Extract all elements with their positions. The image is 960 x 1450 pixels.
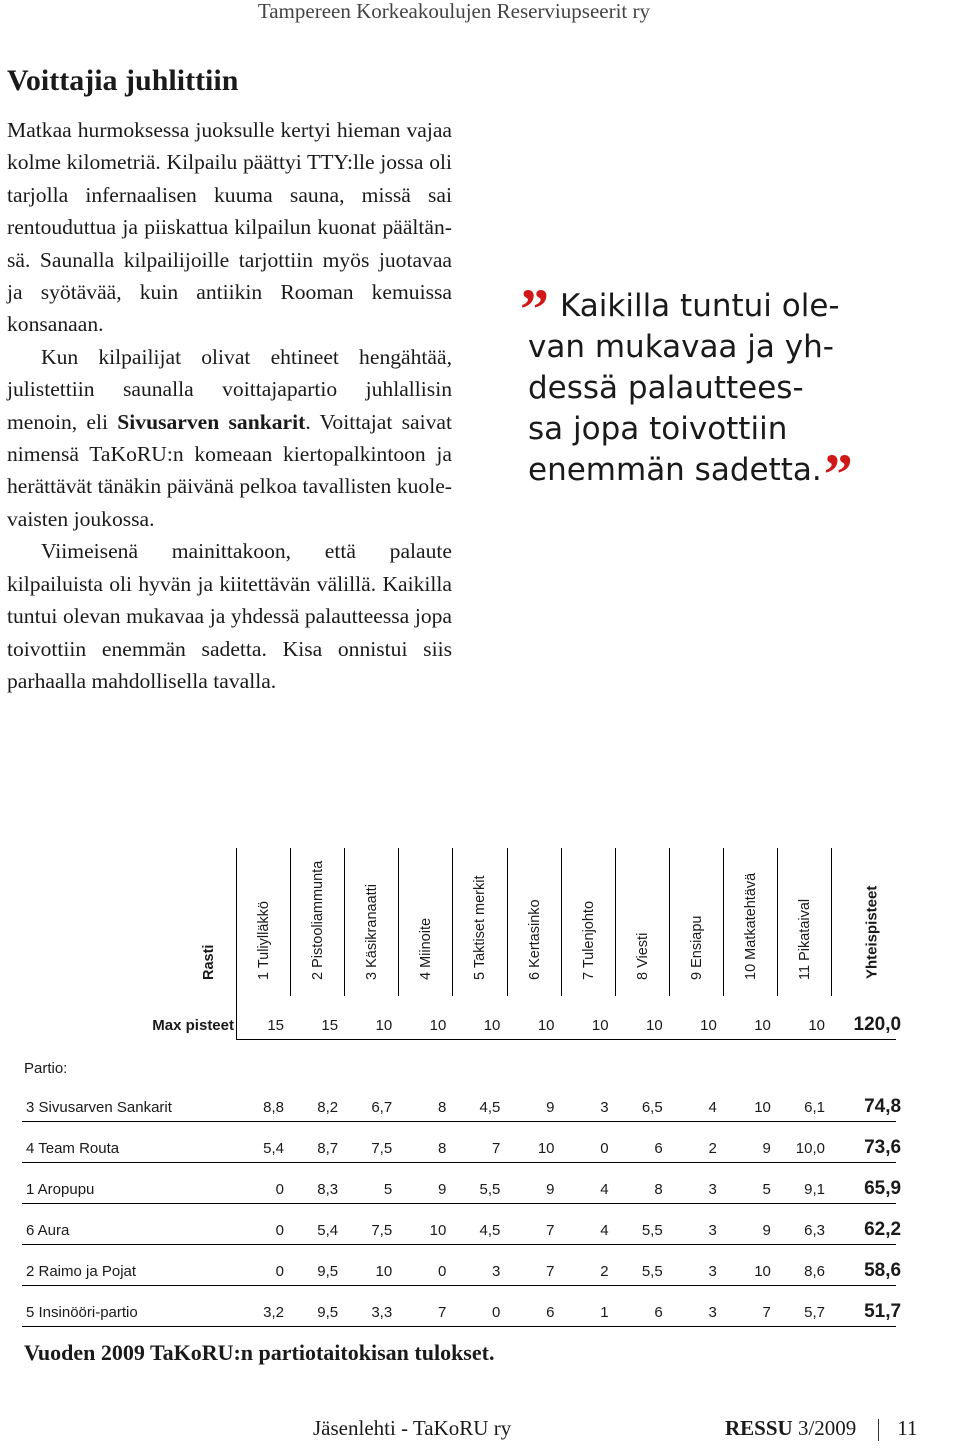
table-cell: 9 bbox=[546, 1181, 555, 1198]
table-cell: 7 bbox=[546, 1263, 555, 1280]
table-cell: 7 bbox=[492, 1140, 501, 1157]
row-team-name: 3 Sivusarven Sankarit bbox=[26, 1099, 172, 1116]
table-cell: 8,7 bbox=[317, 1140, 339, 1157]
quote-close-mark: ” bbox=[823, 442, 853, 507]
table-cell: 4 bbox=[600, 1181, 609, 1198]
table-cell: 9 bbox=[437, 1181, 447, 1198]
column-header-total bbox=[831, 848, 912, 996]
column-header-label: 2 Pistooliammunta bbox=[310, 860, 327, 980]
article-body bbox=[7, 114, 452, 697]
table-cell: 6,5 bbox=[641, 1099, 663, 1116]
column-header-label: 10 Matkatehtävä bbox=[742, 872, 759, 980]
table-cell: 9 bbox=[546, 1099, 555, 1116]
table-cell: 7,5 bbox=[371, 1222, 393, 1239]
partio-label: Partio: bbox=[24, 1060, 68, 1077]
row-team-name: 1 Aropupu bbox=[26, 1181, 95, 1198]
table-cell: 5 bbox=[383, 1181, 393, 1198]
max-points-value: 10 bbox=[429, 1017, 447, 1034]
table-cell: 6 bbox=[654, 1140, 663, 1157]
max-points-total: 120,0 bbox=[853, 1014, 902, 1035]
pull-quote-line: dessä palauttees- bbox=[528, 370, 804, 406]
table-cell: 5,5 bbox=[641, 1263, 663, 1280]
table-cell: 5,5 bbox=[641, 1222, 663, 1239]
footer-magazine: RESSU bbox=[725, 1416, 793, 1440]
table-cell: 6,7 bbox=[371, 1099, 393, 1116]
column-header bbox=[507, 848, 562, 996]
table-cell: 7 bbox=[437, 1304, 447, 1321]
table-divider bbox=[236, 1039, 896, 1040]
table-cell: 9 bbox=[762, 1222, 771, 1239]
column-header bbox=[290, 848, 345, 996]
table-cell: 8,8 bbox=[263, 1099, 284, 1116]
footer-issue bbox=[725, 1416, 918, 1441]
row-divider bbox=[22, 1121, 896, 1122]
table-cell: 8,3 bbox=[317, 1181, 339, 1198]
article-paragraph bbox=[7, 114, 452, 341]
table-cell: 4 bbox=[600, 1222, 609, 1239]
table-cell: 8 bbox=[437, 1140, 447, 1157]
page-number: 11 bbox=[897, 1416, 918, 1440]
max-points-value: 10 bbox=[375, 1017, 393, 1034]
article-title: Voittajia juhlittiin bbox=[7, 64, 239, 97]
table-cell: 10,0 bbox=[795, 1140, 825, 1157]
table-cell: 0 bbox=[275, 1263, 284, 1280]
table-cell: 8,6 bbox=[804, 1263, 825, 1280]
table-cell: 8 bbox=[654, 1181, 663, 1198]
column-header-label: Yhteispisteet bbox=[863, 885, 881, 979]
header-organization: Tampereen Korkeakoulujen Reserviupseerit ry bbox=[257, 0, 650, 23]
table-cell: 10 bbox=[754, 1099, 771, 1116]
pull-quote-line: van mukavaa ja yh- bbox=[528, 329, 834, 365]
table-cell: 6,3 bbox=[804, 1222, 825, 1239]
table-cell: 7 bbox=[546, 1222, 555, 1239]
column-header-label: 4 Miinoite bbox=[418, 917, 435, 980]
table-cell: 7,5 bbox=[371, 1140, 393, 1157]
table-cell: 9,5 bbox=[317, 1263, 339, 1280]
row-total: 65,9 bbox=[864, 1178, 902, 1199]
paragraph-text: . Voittajat saivat nimensä TaKoRU:n komeaan kiertopalkintoon ja herättävät tänäkin päivänä pelkoa tavallisten kuolevaisten joukossa. bbox=[7, 409, 452, 531]
row-total: 73,6 bbox=[864, 1137, 902, 1158]
table-cell: 5,5 bbox=[479, 1181, 501, 1198]
pull-quote: ” Kaikilla tuntui ole- van mukavaa ja yh- dessä palauttees- sa jopa toivottiin enemmän sadetta.” bbox=[528, 286, 908, 491]
column-header-label: Rasti bbox=[200, 944, 217, 980]
pull-quote-line: enemmän sadetta.” bbox=[528, 442, 853, 507]
table-cell: 8 bbox=[437, 1099, 447, 1116]
row-team-name: 5 Insinööri-partio bbox=[26, 1304, 138, 1321]
max-points-value: 10 bbox=[646, 1017, 663, 1034]
row-divider bbox=[22, 1244, 896, 1245]
footer-publication: Jäsenlehti - TaKoRU ry bbox=[313, 1416, 512, 1440]
table-cell: 0 bbox=[600, 1140, 609, 1157]
row-divider bbox=[22, 1326, 896, 1327]
table-cell: 0 bbox=[275, 1222, 284, 1239]
table-cell: 3 bbox=[600, 1099, 609, 1116]
row-team-name: 4 Team Routa bbox=[26, 1140, 120, 1157]
column-header-label: 6 Kertasinko bbox=[526, 899, 543, 980]
max-points-value: 15 bbox=[267, 1017, 284, 1034]
column-header bbox=[344, 848, 399, 996]
table-divider bbox=[236, 996, 237, 1040]
table-cell: 10 bbox=[429, 1222, 447, 1239]
table-cell: 10 bbox=[375, 1263, 393, 1280]
column-header-label: 3 Käsikranaatti bbox=[364, 884, 381, 980]
table-cell: 5,4 bbox=[263, 1140, 284, 1157]
table-cell: 3,3 bbox=[371, 1304, 393, 1321]
table-cell: 10 bbox=[537, 1140, 555, 1157]
table-cell: 4,5 bbox=[479, 1099, 501, 1116]
table-cell: 4 bbox=[708, 1099, 717, 1116]
row-team-name: 2 Raimo ja Pojat bbox=[26, 1263, 137, 1280]
column-header-label: 5 Taktiset merkit bbox=[472, 875, 489, 980]
table-cell: 7 bbox=[762, 1304, 771, 1321]
table-cell: 9 bbox=[762, 1140, 771, 1157]
row-divider bbox=[22, 1162, 896, 1163]
footer-separator bbox=[878, 1419, 879, 1441]
column-header bbox=[561, 848, 616, 996]
table-cell: 3,2 bbox=[263, 1304, 284, 1321]
column-header-label: 1 Tuliylläkkö bbox=[256, 901, 272, 980]
max-points-value: 10 bbox=[483, 1017, 501, 1034]
table-cell: 2 bbox=[600, 1263, 609, 1280]
table-cell: 2 bbox=[708, 1140, 717, 1157]
column-header bbox=[236, 848, 291, 996]
max-points-value: 10 bbox=[537, 1017, 555, 1034]
column-header bbox=[723, 848, 778, 996]
max-points-value: 10 bbox=[754, 1017, 771, 1034]
table-cell: 3 bbox=[708, 1263, 717, 1280]
table-cell: 0 bbox=[492, 1304, 501, 1321]
column-header-label: 8 Viesti bbox=[634, 932, 651, 980]
table-cell: 6,1 bbox=[804, 1099, 825, 1116]
column-header bbox=[398, 848, 453, 996]
max-points-value: 15 bbox=[321, 1017, 339, 1034]
column-header-label: 11 Pikataival bbox=[797, 898, 813, 980]
row-divider bbox=[22, 1285, 896, 1286]
article-paragraph bbox=[7, 535, 452, 697]
row-team-name: 6 Aura bbox=[26, 1222, 70, 1239]
table-cell: 3 bbox=[708, 1222, 717, 1239]
table-cell: 4,5 bbox=[479, 1222, 501, 1239]
table-cell: 3 bbox=[492, 1263, 501, 1280]
column-header bbox=[452, 848, 507, 996]
row-total: 62,2 bbox=[864, 1219, 902, 1240]
table-caption: Vuoden 2009 TaKoRU:n partiotaitokisan tulokset. bbox=[24, 1340, 495, 1365]
pull-quote-line: sa jopa toivottiin bbox=[528, 411, 788, 447]
table-cell: 0 bbox=[437, 1263, 447, 1280]
row-divider bbox=[22, 1203, 896, 1204]
footer-issue-number: 3/2009 bbox=[797, 1416, 857, 1440]
table-cell: 5,4 bbox=[317, 1222, 339, 1239]
table-cell: 9,5 bbox=[317, 1304, 339, 1321]
table-cell: 6 bbox=[546, 1304, 555, 1321]
column-header-rasti bbox=[182, 848, 236, 996]
paragraph-text: Viimeisenä mainittakoon, että palaute kilpailuista oli hyvän ja kiitettävän välillä. Kaikilla tuntui olevan mukavaa ja yhdessä palautteessa jopa toivottiin enemmän sadetta. Kisa onnistui siis parhaalla mahdollisella tavalla. bbox=[7, 539, 452, 693]
bold-text: Sivusarven sankarit bbox=[117, 409, 306, 434]
max-points-value: 10 bbox=[808, 1017, 825, 1034]
max-points-value: 10 bbox=[700, 1017, 717, 1034]
column-header bbox=[669, 848, 724, 996]
table-cell: 5,7 bbox=[804, 1304, 825, 1321]
row-total: 58,6 bbox=[864, 1260, 902, 1281]
table-cell: 3 bbox=[708, 1181, 717, 1198]
paragraph-text: Matkaa hurmoksessa juoksulle kertyi hieman vajaa kolme kilometriä. Kilpailu päättyi TTY:lle jossa oli tarjolla infernaalisen kuuma sauna, missä sai rentouduttua ja piiskattua kilpailun kuonat päältänsä. Saunalla kilpailijoille tarjottiin myös juotavaa ja syötävää, kuin antiikin Rooman kemuissa konsanaan. bbox=[7, 118, 452, 337]
max-points-label: Max pisteet bbox=[152, 1017, 234, 1034]
table-cell: 8,2 bbox=[317, 1099, 339, 1116]
table-cell: 3 bbox=[708, 1304, 717, 1321]
column-header bbox=[615, 848, 670, 996]
table-cell: 6 bbox=[654, 1304, 663, 1321]
pull-quote-line: Kaikilla tuntui ole- bbox=[560, 288, 840, 324]
column-header-label: 7 Tulenjohto bbox=[580, 900, 597, 980]
row-total: 74,8 bbox=[864, 1096, 902, 1117]
column-header bbox=[777, 848, 832, 996]
table-cell: 1 bbox=[600, 1304, 609, 1321]
article-paragraph bbox=[7, 341, 452, 535]
table-cell: 9,1 bbox=[804, 1181, 825, 1198]
table-cell: 10 bbox=[754, 1263, 771, 1280]
max-points-value: 10 bbox=[591, 1017, 609, 1034]
column-header-label: 9 Ensiapu bbox=[688, 915, 705, 980]
table-cell: 0 bbox=[275, 1181, 284, 1198]
paragraph-text: Kun kilpailijat olivat ehtineet hengähtää, julistettiin saunalla voittajapartio juhlallisin menoin, eli bbox=[7, 344, 452, 434]
table-cell: 5 bbox=[762, 1181, 771, 1198]
row-total: 51,7 bbox=[864, 1301, 902, 1322]
